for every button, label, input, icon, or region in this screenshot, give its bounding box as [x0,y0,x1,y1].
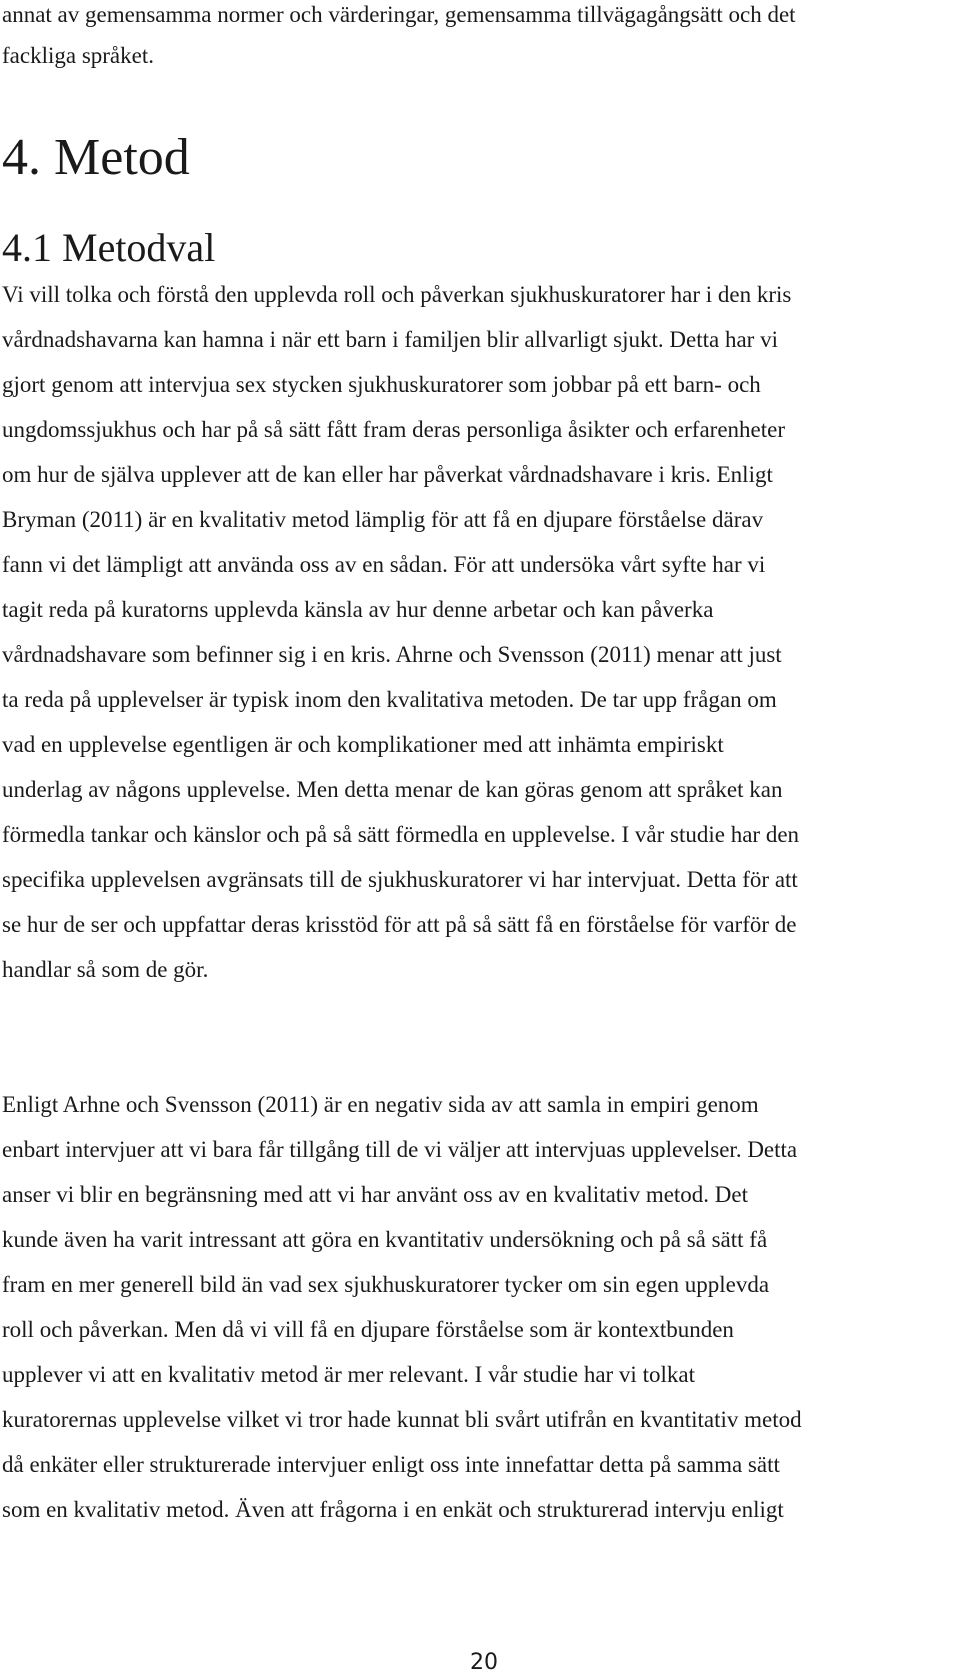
text-line: ungdomssjukhus och har på så sätt fått fram deras personliga åsikter och erfarenheter [2,417,785,442]
text-line: vårdnadshavarna kan hamna i när ett barn i familjen blir allvarligt sjukt. Detta har vi [2,327,778,352]
text-line: ta reda på upplevelser är typisk inom den kvalitativa metoden. De tar upp frågan om [2,687,777,712]
text-line: se hur de ser och uppfattar deras krisstöd för att på så sätt få en förståelse för varför de [2,912,797,937]
text-line: fram en mer generell bild än vad sex sjukhuskuratorer tycker om sin egen upplevda [2,1272,770,1297]
text-line: fackliga språket. [2,43,154,68]
section-heading: 4. Metod [2,129,190,186]
text-line: Vi vill tolka och förstå den upplevda roll och påverkan sjukhuskuratorer har i den kris [2,282,792,307]
text-line: upplever vi att en kvalitativ metod är mer relevant. I vår studie har vi tolkat [2,1362,695,1387]
text-line: kuratorernas upplevelse vilket vi tror hade kunnat bli svårt utifrån en kvantitativ metod [2,1407,802,1432]
text-line: anser vi blir en begränsning med att vi har använt oss av en kvalitativ metod. Det [2,1182,749,1207]
text-line: förmedla tankar och känslor och på så sätt förmedla en upplevelse. I vår studie har den [2,822,800,847]
page-number: 20 [470,1650,498,1675]
text-line: gjort genom att intervjua sex stycken sjukhuskuratorer som jobbar på ett barn- och [2,372,761,397]
text-line: fann vi det lämpligt att använda oss av en sådan. För att undersöka vårt syfte har vi [2,552,766,577]
text-line: tagit reda på kuratorns upplevda känsla av hur denne arbetar och kan påverka [2,597,714,622]
text-line: Enligt Arhne och Svensson (2011) är en negativ sida av att samla in empiri genom [2,1092,759,1117]
subsection-heading: 4.1 Metodval [2,225,216,270]
text-line: annat av gemensamma normer och värderingar, gemensamma tillvägagångsätt och det [2,2,796,27]
text-line: enbart intervjuer att vi bara får tillgång till de vi väljer att intervjuas upplevelser. Detta [2,1137,798,1162]
text-line: som en kvalitativ metod. Även att frågorna i en enkät och strukturerad intervju enligt [2,1497,784,1522]
text-line: då enkäter eller strukturerade intervjuer enligt oss inte innefattar detta på samma sätt [2,1452,780,1477]
text-line: underlag av någons upplevelse. Men detta menar de kan göras genom att språket kan [2,777,783,802]
text-line: om hur de själva upplever att de kan eller har påverkat vårdnadshavare i kris. Enligt [2,462,773,487]
text-line: Bryman (2011) är en kvalitativ metod lämplig för att få en djupare förståelse därav [2,507,764,532]
text-line: kunde även ha varit intressant att göra en kvantitativ undersökning och på så sätt få [2,1227,768,1252]
text-line: roll och påverkan. Men då vi vill få en djupare förståelse som är kontextbunden [2,1317,734,1342]
text-line: specifika upplevelsen avgränsats till de sjukhuskuratorer vi har intervjuat. Detta för att [2,867,798,892]
text-line: vårdnadshavare som befinner sig i en kris. Ahrne och Svensson (2011) menar att just [2,642,782,667]
text-line: handlar så som de gör. [2,957,209,982]
text-line: vad en upplevelse egentligen är och komplikationer med att inhämta empiriskt [2,732,724,757]
